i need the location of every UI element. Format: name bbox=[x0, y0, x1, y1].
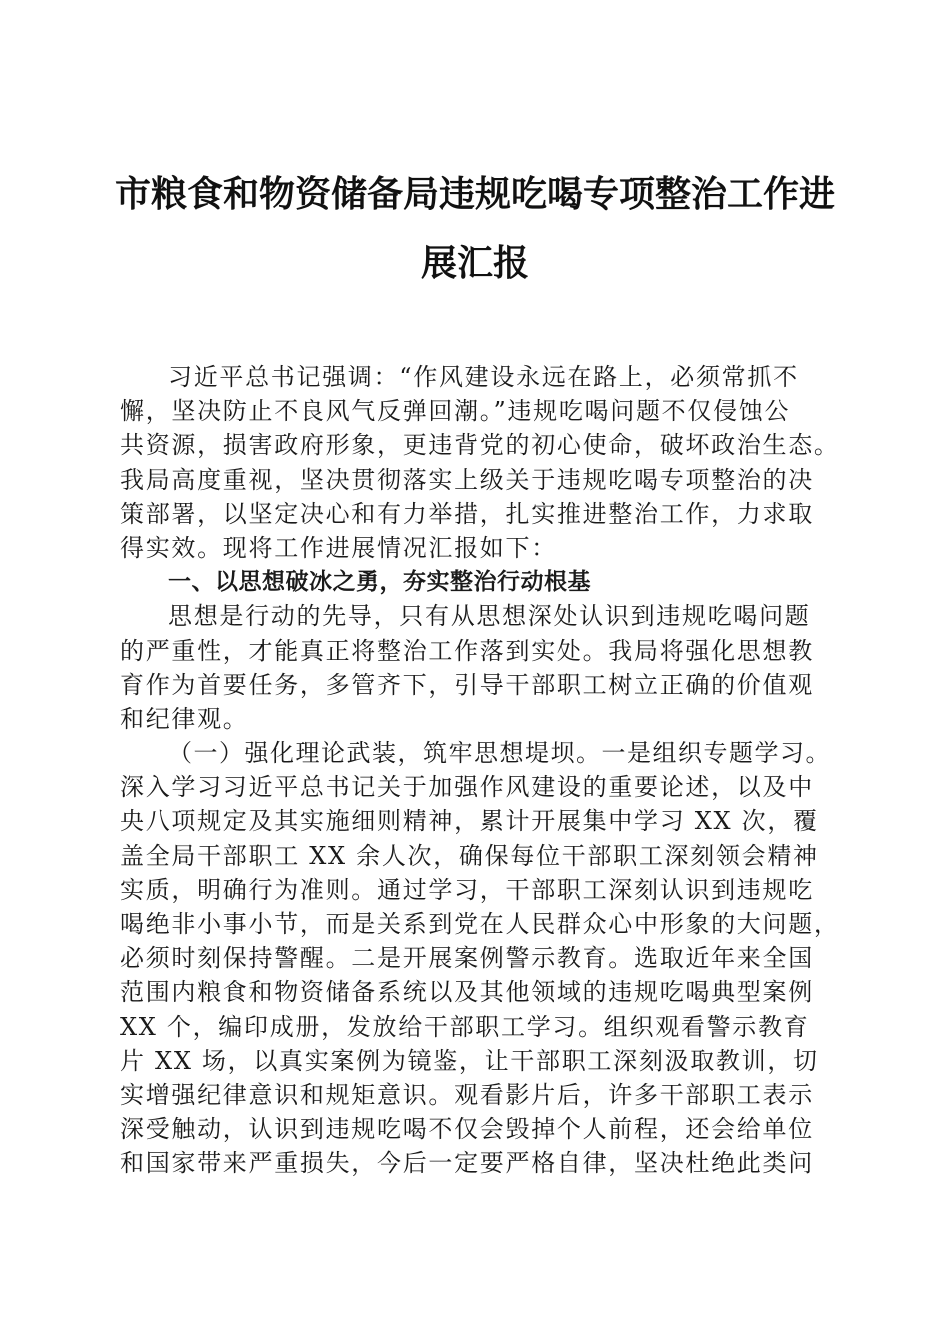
text-line: 我局高度重视，坚决贯彻落实上级关于违规吃喝专项整治的决 bbox=[120, 465, 814, 494]
text-line: 的严重性，才能真正将整治工作落到实处。我局将强化思想教 bbox=[120, 636, 814, 665]
text-line: 深受触动，认识到违规吃喝不仅会毁掉个人前程，还会给单位 bbox=[120, 1115, 814, 1144]
document-title-line-2: 展汇报 bbox=[420, 242, 529, 284]
text-line: 策部署，以坚定决心和有力举措，扎实推进整治工作，力求取 bbox=[120, 499, 814, 528]
text-line: 必须时刻保持警醒。二是开展案例警示教育。选取近年来全国 bbox=[120, 944, 814, 973]
text-line: 深入学习习近平总书记关于加强作风建设的重要论述，以及中 bbox=[120, 773, 814, 802]
text-line: 喝绝非小事小节，而是关系到党在人民群众心中形象的大问题， bbox=[120, 910, 840, 938]
text-line: 和国家带来严重损失，今后一定要严格自律，坚决杜绝此类问 bbox=[120, 1149, 814, 1178]
document-title-line-1: 市粮食和物资储备局违规吃喝专项整治工作进 bbox=[114, 173, 835, 215]
section-heading: 一、以思想破冰之勇，夯实整治行动根基 bbox=[168, 569, 591, 596]
text-line: 实增强纪律意识和规矩意识。观看影片后，许多干部职工表示 bbox=[120, 1080, 814, 1109]
text-line: 习近平总书记强调：“作风建设永远在路上，必须常抓不 bbox=[168, 363, 799, 391]
text-line: 盖全局干部职工 XX 余人次，确保每位干部职工深刻领会精神 bbox=[120, 841, 819, 870]
document-body bbox=[120, 360, 840, 1181]
text-line: 片 XX 场，以真实案例为镜鉴，让干部职工深刻汲取教训，切 bbox=[120, 1046, 819, 1075]
text-line: 思想是行动的先导，只有从思想深处认识到违规吃喝问题 bbox=[168, 602, 811, 631]
text-line: 育作为首要任务，多管齐下，引导干部职工树立正确的价值观 bbox=[120, 670, 814, 699]
text-line: 实质，明确行为准则。通过学习，干部职工深刻认识到违规吃 bbox=[120, 875, 814, 904]
text-line: 得实效。现将工作进展情况汇报如下： bbox=[120, 533, 557, 562]
text-line: 和纪律观。 bbox=[120, 704, 249, 733]
text-line: XX 个，编印成册，发放给干部职工学习。组织观看警示教育 bbox=[120, 1012, 810, 1041]
text-line: 央八项规定及其实施细则精神，累计开展集中学习 XX 次，覆 bbox=[120, 807, 819, 836]
text-line: 范围内粮食和物资储备系统以及其他领域的违规吃喝典型案例 bbox=[120, 978, 814, 1007]
text-line: 共资源，损害政府形象，更违背党的初心使命，破坏政治生态。 bbox=[120, 431, 840, 460]
text-line: 懈，坚决防止不良风气反弹回潮。”违规吃喝问题不仅侵蚀公 bbox=[120, 397, 791, 426]
text-line: （一）强化理论武装，筑牢思想堤坝。一是组织专题学习。 bbox=[168, 739, 831, 768]
